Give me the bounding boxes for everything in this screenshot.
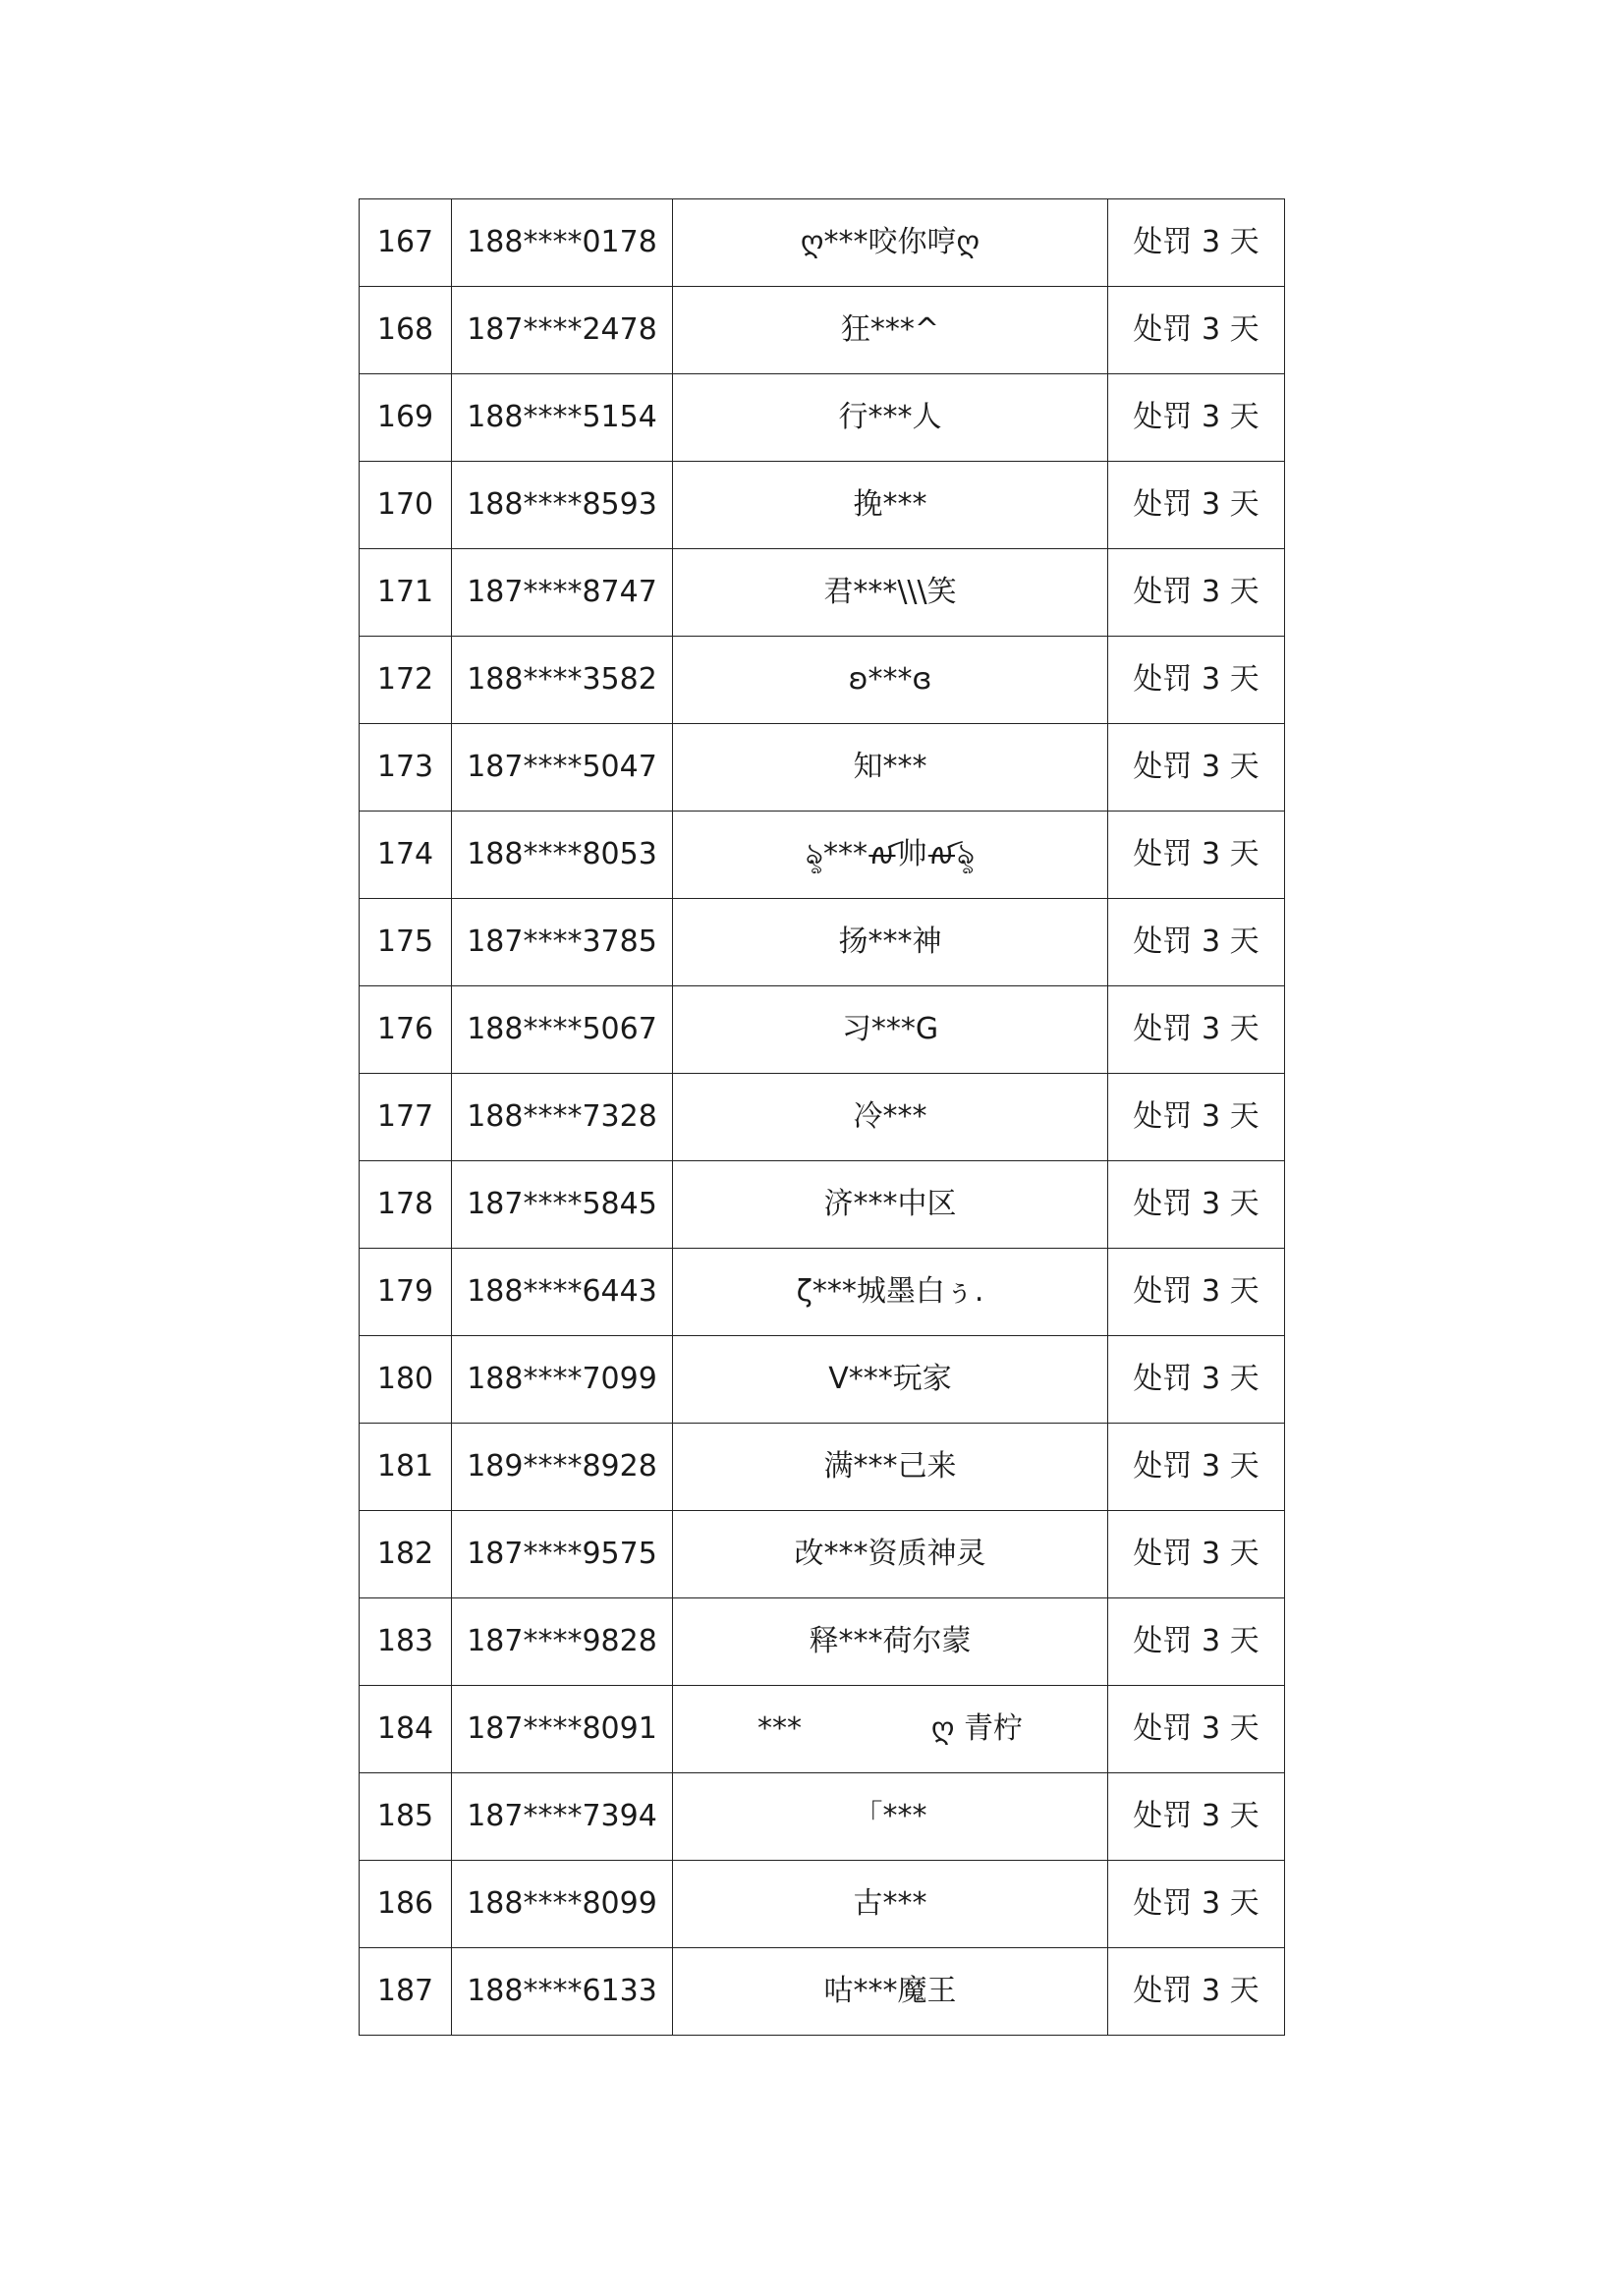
row-index: 184 [360,1686,452,1773]
penalty-result: 处罚 3 天 [1108,199,1285,287]
masked-nickname: V***玩家 [673,1336,1108,1424]
table-row [360,1861,1285,1948]
penalty-result: 处罚 3 天 [1108,549,1285,637]
masked-nickname-suffix: ღ 青柠 [930,1711,1023,1746]
penalty-result: 处罚 3 天 [1108,899,1285,986]
penalty-result: 处罚 3 天 [1108,1161,1285,1249]
table-row [360,1598,1285,1686]
table-row [360,287,1285,374]
penalty-result: 处罚 3 天 [1108,1249,1285,1336]
masked-nickname: 习***G [673,986,1108,1074]
masked-phone: 187****5047 [452,724,673,812]
masked-phone: 188****5154 [452,374,673,462]
masked-nickname: *** [757,1711,802,1746]
masked-nickname: ζ***城墨白ぅ. [673,1249,1108,1336]
masked-phone: 188****0178 [452,199,673,287]
penalty-result: 处罚 3 天 [1108,1686,1285,1773]
table-row [360,1773,1285,1861]
table-row [360,1336,1285,1424]
table-row [360,1686,1285,1773]
masked-phone: 188****6133 [452,1948,673,2036]
table-row [360,199,1285,287]
masked-nickname: 「*** [673,1773,1108,1861]
masked-nickname: 挽*** [673,462,1108,549]
masked-phone: 187****9828 [452,1598,673,1686]
penalty-result: 处罚 3 天 [1108,462,1285,549]
penalty-result: 处罚 3 天 [1108,1424,1285,1511]
row-index: 183 [360,1598,452,1686]
table-row [360,462,1285,549]
row-index: 177 [360,1074,452,1161]
masked-phone: 187****8747 [452,549,673,637]
masked-nickname: 咕***魔王 [673,1948,1108,2036]
masked-nickname: ღ***咬你哼ღ [673,199,1108,287]
row-index: 170 [360,462,452,549]
row-index: 168 [360,287,452,374]
row-index: 178 [360,1161,452,1249]
penalty-result: 处罚 3 天 [1108,986,1285,1074]
row-index: 179 [360,1249,452,1336]
row-index: 180 [360,1336,452,1424]
table-row [360,374,1285,462]
masked-nickname: 君***\\\笑 [673,549,1108,637]
penalty-result: 处罚 3 天 [1108,374,1285,462]
row-index: 176 [360,986,452,1074]
table-row [360,1948,1285,2036]
table-row [360,1161,1285,1249]
masked-phone: 188****8099 [452,1861,673,1948]
row-index: 172 [360,637,452,724]
row-index: 186 [360,1861,452,1948]
penalty-result: 处罚 3 天 [1108,1861,1285,1948]
row-index: 185 [360,1773,452,1861]
masked-nickname: 冷*** [673,1074,1108,1161]
table-row [360,637,1285,724]
row-index: 169 [360,374,452,462]
masked-nickname: 知*** [673,724,1108,812]
table-row [360,549,1285,637]
masked-nickname: 释***荷尔蒙 [673,1598,1108,1686]
masked-phone: 188****3582 [452,637,673,724]
table-row [360,812,1285,899]
table-row [360,1511,1285,1598]
row-index: 187 [360,1948,452,2036]
penalty-table [359,198,1285,2036]
masked-nickname: 狂***^ [673,287,1108,374]
masked-phone: 189****8928 [452,1424,673,1511]
table-row [360,724,1285,812]
masked-nickname: 扬***神 [673,899,1108,986]
row-index: 174 [360,812,452,899]
masked-phone: 188****7328 [452,1074,673,1161]
penalty-result: 处罚 3 天 [1108,1773,1285,1861]
penalty-result: 处罚 3 天 [1108,1598,1285,1686]
masked-nickname: ʚ***ɞ [673,637,1108,724]
penalty-result: 处罚 3 天 [1108,724,1285,812]
masked-phone: 187****7394 [452,1773,673,1861]
masked-phone: 187****3785 [452,899,673,986]
penalty-result: 处罚 3 天 [1108,1074,1285,1161]
penalty-result: 处罚 3 天 [1108,287,1285,374]
masked-nickname: 改***资质神灵 [673,1511,1108,1598]
penalty-result: 处罚 3 天 [1108,637,1285,724]
masked-phone: 187****5845 [452,1161,673,1249]
penalty-result: 处罚 3 天 [1108,812,1285,899]
row-index: 167 [360,199,452,287]
row-index: 181 [360,1424,452,1511]
penalty-result: 处罚 3 天 [1108,1336,1285,1424]
masked-phone: 188****6443 [452,1249,673,1336]
masked-nickname: ৡ***ꫛ帅ꫛৡ [673,812,1108,899]
masked-nickname: 古*** [673,1861,1108,1948]
masked-phone: 187****2478 [452,287,673,374]
table-row [360,899,1285,986]
masked-phone: 188****7099 [452,1336,673,1424]
masked-nickname-cell [673,1686,1108,1773]
masked-phone: 188****8053 [452,812,673,899]
masked-nickname: 行***人 [673,374,1108,462]
masked-phone: 187****8091 [452,1686,673,1773]
row-index: 182 [360,1511,452,1598]
row-index: 173 [360,724,452,812]
masked-phone: 188****8593 [452,462,673,549]
table-row [360,1074,1285,1161]
table-row [360,986,1285,1074]
table-row [360,1249,1285,1336]
table-row [360,1424,1285,1511]
masked-phone: 188****5067 [452,986,673,1074]
row-index: 175 [360,899,452,986]
row-index: 171 [360,549,452,637]
penalty-result: 处罚 3 天 [1108,1511,1285,1598]
masked-nickname: 满***己来 [673,1424,1108,1511]
masked-nickname: 济***中区 [673,1161,1108,1249]
masked-nickname-split [757,1711,1023,1746]
penalty-result: 处罚 3 天 [1108,1948,1285,2036]
masked-phone: 187****9575 [452,1511,673,1598]
